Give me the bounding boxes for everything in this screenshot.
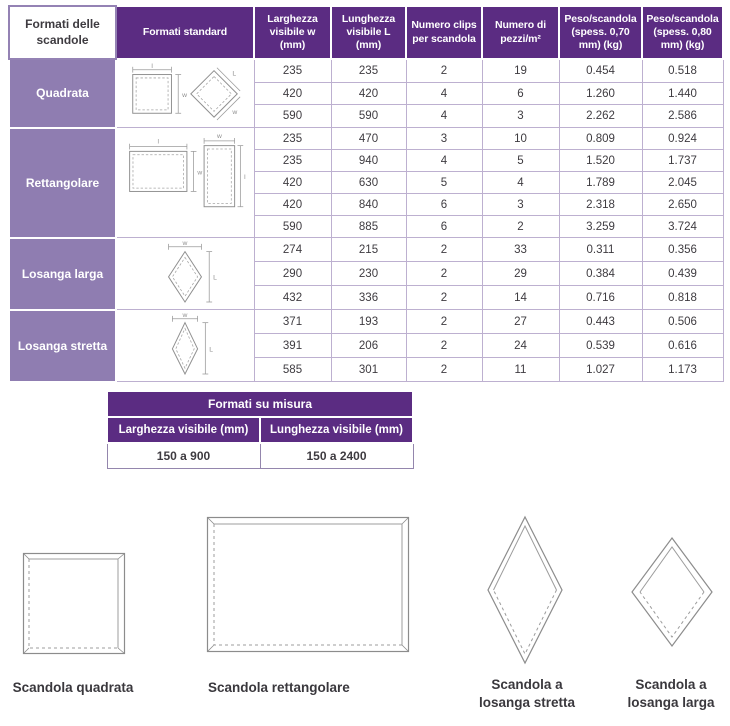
header-row — [9, 6, 723, 59]
cell-lunghezza: 336 — [331, 286, 406, 310]
quadrata-format-diagram — [123, 61, 247, 121]
cell-pezzi: 6 — [482, 82, 559, 105]
cell-peso-070: 1.260 — [559, 82, 642, 105]
cell-lunghezza: 193 — [331, 310, 406, 334]
cell-larghezza: 590 — [254, 105, 331, 128]
cell-larghezza: 420 — [254, 82, 331, 105]
dimension-lines — [207, 252, 218, 302]
cell-peso-070: 0.539 — [559, 334, 642, 358]
dim-label-w: w — [197, 169, 203, 177]
dimension-lines — [169, 240, 202, 250]
dim-label-w: w — [182, 311, 188, 319]
cell-peso-070: 0.384 — [559, 262, 642, 286]
cell-clips: 4 — [406, 82, 482, 105]
dim-label-L: L — [209, 346, 214, 354]
cell-clips: 2 — [406, 334, 482, 358]
cell-larghezza: 235 — [254, 59, 331, 82]
scandola-rettangolare-drawing — [206, 516, 410, 653]
dimension-lines — [203, 323, 214, 374]
cell-larghezza: 590 — [254, 216, 331, 238]
cell-peso-080: 0.818 — [642, 286, 723, 310]
custom-value-lunghezza: 150 a 2400 — [260, 443, 413, 469]
cell-peso-070: 2.318 — [559, 194, 642, 216]
diagram-cell-losanga-larga — [116, 238, 254, 310]
cell-pezzi: 27 — [482, 310, 559, 334]
cell-lunghezza: 206 — [331, 334, 406, 358]
cell-peso-070: 0.443 — [559, 310, 642, 334]
cell-lunghezza: 230 — [331, 262, 406, 286]
cell-peso-080: 3.724 — [642, 216, 723, 238]
header-lunghezza-visibile: Lunghezza visibile L (mm) — [331, 6, 406, 59]
header-formati-delle-scandole: Formati delle scandole — [9, 6, 116, 59]
cell-peso-080: 2.650 — [642, 194, 723, 216]
cell-clips: 6 — [406, 194, 482, 216]
cell-peso-070: 0.809 — [559, 128, 642, 150]
losanga-stretta-format-diagram — [123, 311, 247, 375]
cell-lunghezza: 215 — [331, 238, 406, 262]
cell-peso-070: 0.716 — [559, 286, 642, 310]
rettangolare-format-diagram — [122, 132, 248, 228]
cell-peso-080: 1.173 — [642, 358, 723, 382]
scandola-losanga-stretta-drawing — [486, 515, 564, 665]
cell-pezzi: 29 — [482, 262, 559, 286]
cell-clips: 2 — [406, 262, 482, 286]
cell-pezzi: 11 — [482, 358, 559, 382]
custom-header-lunghezza: Lunghezza visibile (mm) — [260, 417, 413, 443]
cell-peso-080: 0.518 — [642, 59, 723, 82]
cell-peso-080: 0.506 — [642, 310, 723, 334]
diagram-cell-quadrata — [116, 59, 254, 128]
dim-label-L: L — [232, 70, 237, 78]
header-numero-pezzi: Numero di pezzi/m² — [482, 6, 559, 59]
cell-larghezza: 235 — [254, 128, 331, 150]
format-row — [9, 310, 723, 334]
header-formati-standard: Formati standard — [116, 6, 254, 59]
dim-label-l: l — [151, 62, 154, 70]
dim-label-w: w — [217, 133, 223, 140]
cell-lunghezza: 235 — [331, 59, 406, 82]
dim-label-l: l — [157, 138, 160, 146]
header-numero-clips: Numero clips per scandola — [406, 6, 482, 59]
losanga-larga-format-diagram — [123, 239, 247, 303]
custom-value-larghezza: 150 a 900 — [107, 443, 260, 469]
scandola-losanga-larga-drawing — [630, 536, 714, 648]
format-row — [9, 128, 723, 150]
cell-peso-080: 1.737 — [642, 150, 723, 172]
cell-clips: 6 — [406, 216, 482, 238]
cell-peso-080: 0.356 — [642, 238, 723, 262]
diagram-cell-rettangolare — [116, 128, 254, 238]
cell-pezzi: 33 — [482, 238, 559, 262]
dim-label-w: w — [182, 91, 188, 99]
dimension-lines — [238, 146, 247, 207]
cell-clips: 3 — [406, 128, 482, 150]
cell-pezzi: 5 — [482, 150, 559, 172]
format-row — [9, 238, 723, 262]
cell-peso-080: 2.045 — [642, 172, 723, 194]
group-label-rettangolare: Rettangolare — [9, 128, 116, 238]
dim-label-l: l — [244, 174, 246, 182]
cell-clips: 2 — [406, 358, 482, 382]
cell-larghezza: 274 — [254, 238, 331, 262]
custom-value-row — [107, 443, 413, 469]
cell-peso-080: 0.439 — [642, 262, 723, 286]
format-row — [9, 59, 723, 82]
group-label-quadrata: Quadrata — [9, 59, 116, 128]
cell-larghezza: 235 — [254, 150, 331, 172]
cell-larghezza: 420 — [254, 172, 331, 194]
cell-larghezza: 290 — [254, 262, 331, 286]
cell-pezzi: 10 — [482, 128, 559, 150]
cell-clips: 2 — [406, 310, 482, 334]
diagram-cell-losanga-stretta — [116, 310, 254, 382]
cell-pezzi: 3 — [482, 105, 559, 128]
cell-peso-070: 2.262 — [559, 105, 642, 128]
cell-lunghezza: 940 — [331, 150, 406, 172]
cell-lunghezza: 840 — [331, 194, 406, 216]
header-larghezza-visibile: Larghezza visibile w (mm) — [254, 6, 331, 59]
cell-lunghezza: 590 — [331, 105, 406, 128]
cell-pezzi: 19 — [482, 59, 559, 82]
caption-scandola-losanga-larga: Scandola a losanga larga — [627, 677, 715, 710]
cell-peso-070: 1.789 — [559, 172, 642, 194]
dimension-lines — [130, 139, 187, 150]
cell-clips: 2 — [406, 286, 482, 310]
cell-pezzi: 4 — [482, 172, 559, 194]
cell-clips: 2 — [406, 59, 482, 82]
cell-peso-070: 3.259 — [559, 216, 642, 238]
cell-lunghezza: 885 — [331, 216, 406, 238]
scandola-quadrata-drawing — [22, 552, 126, 655]
cell-lunghezza: 301 — [331, 358, 406, 382]
cell-clips: 2 — [406, 238, 482, 262]
dimension-lines — [191, 151, 203, 191]
group-label-losanga-larga: Losanga larga — [9, 238, 116, 310]
dim-label-L: L — [213, 274, 218, 282]
dim-label-w: w — [182, 239, 188, 247]
custom-header-larghezza: Larghezza visibile (mm) — [107, 417, 260, 443]
caption-scandola-rettangolare: Scandola rettangolare — [208, 680, 350, 695]
cell-peso-070: 0.311 — [559, 238, 642, 262]
cell-larghezza: 432 — [254, 286, 331, 310]
cell-clips: 5 — [406, 172, 482, 194]
dimension-lines — [133, 63, 172, 73]
cell-peso-070: 0.454 — [559, 59, 642, 82]
dimension-lines — [173, 312, 198, 322]
caption-scandola-quadrata: Scandola quadrata — [12, 680, 134, 695]
cell-clips: 4 — [406, 150, 482, 172]
cell-pezzi: 14 — [482, 286, 559, 310]
dimension-lines — [204, 133, 235, 144]
cell-pezzi: 2 — [482, 216, 559, 238]
formats-table — [8, 5, 724, 383]
cell-larghezza: 391 — [254, 334, 331, 358]
caption-scandola-losanga-stretta: Scandola a losanga stretta — [478, 677, 576, 710]
cell-peso-080: 1.440 — [642, 82, 723, 105]
cell-pezzi: 3 — [482, 194, 559, 216]
cell-clips: 4 — [406, 105, 482, 128]
group-label-losanga-stretta: Losanga stretta — [9, 310, 116, 382]
cell-peso-070: 1.520 — [559, 150, 642, 172]
formats-table-body — [9, 59, 723, 382]
dimension-lines — [176, 75, 188, 114]
cell-lunghezza: 420 — [331, 82, 406, 105]
cell-larghezza: 420 — [254, 194, 331, 216]
cell-lunghezza: 630 — [331, 172, 406, 194]
custom-formats-table — [106, 390, 414, 469]
header-peso-080: Peso/scandola (spess. 0,80 mm) (kg) — [642, 6, 723, 59]
cell-peso-080: 0.924 — [642, 128, 723, 150]
dim-label-w: w — [232, 109, 238, 117]
header-peso-070: Peso/scandola (spess. 0,70 mm) (kg) — [559, 6, 642, 59]
cell-lunghezza: 470 — [331, 128, 406, 150]
cell-peso-080: 0.616 — [642, 334, 723, 358]
cell-larghezza: 585 — [254, 358, 331, 382]
cell-larghezza: 371 — [254, 310, 331, 334]
custom-table-title: Formati su misura — [107, 391, 413, 417]
cell-peso-080: 2.586 — [642, 105, 723, 128]
cell-pezzi: 24 — [482, 334, 559, 358]
cell-peso-070: 1.027 — [559, 358, 642, 382]
